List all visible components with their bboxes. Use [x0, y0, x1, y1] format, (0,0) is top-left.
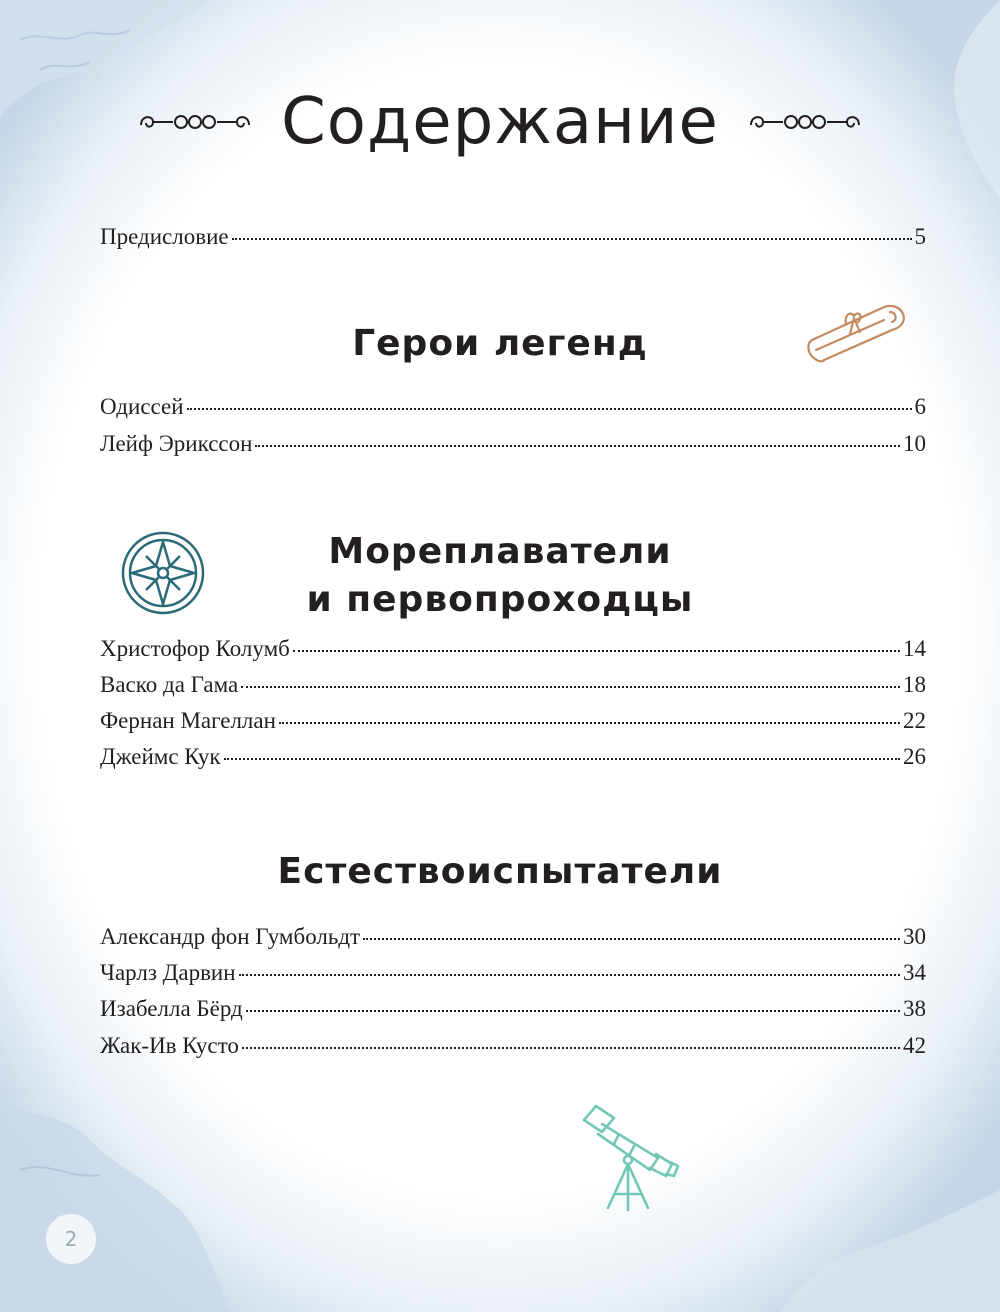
- toc-entry-preface[interactable]: [100, 224, 926, 258]
- toc-entry-page: 30: [903, 924, 926, 949]
- dot-leader: [232, 238, 912, 240]
- toc-entry-page: 14: [903, 636, 926, 661]
- toc-entry-title: Чарлз Дарвин: [100, 960, 236, 985]
- toc-entry-title: Фернан Магеллан: [100, 708, 276, 733]
- toc-entry-page: 26: [903, 744, 926, 769]
- dot-leader: [279, 722, 900, 724]
- header: [0, 72, 1000, 172]
- dot-leader: [224, 758, 900, 760]
- toc-entry[interactable]: [100, 744, 926, 778]
- toc-entry[interactable]: [100, 672, 926, 706]
- dot-leader: [241, 686, 900, 688]
- toc-entry-title: Жак-Ив Кусто: [100, 1033, 239, 1058]
- section-title-line: Герои легенд: [352, 323, 648, 364]
- toc-entry[interactable]: [100, 636, 926, 670]
- section-title-navigators: [0, 528, 1000, 624]
- toc-entry-title: Предисловие: [100, 224, 229, 249]
- map-background-bottom: [0, 1060, 1000, 1312]
- telescope-icon: [578, 1098, 688, 1214]
- toc-entry-page: 22: [903, 708, 926, 733]
- dot-leader: [363, 938, 900, 940]
- toc-entry-page: 5: [914, 224, 926, 249]
- page-number: 2: [46, 1214, 96, 1264]
- toc-entry-title: Александр фон Гумбольдт: [100, 924, 361, 949]
- dot-leader: [242, 1047, 900, 1049]
- toc-entry-title: Христофор Колумб: [100, 636, 290, 661]
- toc-entry-title: Лейф Эриксcон: [100, 431, 253, 456]
- toc-entry-page: 38: [903, 996, 926, 1021]
- section-title-line: и первопроходцы: [306, 579, 694, 620]
- dot-leader: [255, 445, 900, 447]
- toc-entry-page: 6: [914, 394, 926, 419]
- toc-entry-title: Одиссей: [100, 394, 184, 419]
- section-title-line: Мореплаватели: [328, 531, 672, 572]
- toc-entry-page: 10: [903, 431, 926, 456]
- dot-leader: [239, 974, 900, 976]
- toc-entry[interactable]: [100, 924, 926, 958]
- toc-entry-page: 34: [903, 960, 926, 985]
- toc-entry-page: 18: [903, 672, 926, 697]
- section-title-legends: [0, 320, 1000, 368]
- toc-entry[interactable]: [100, 708, 926, 742]
- toc-entry-title: Изабелла Бёрд: [100, 996, 243, 1021]
- section-title-line: Естествоиспытатели: [277, 851, 723, 892]
- toc-entry[interactable]: [100, 960, 926, 994]
- section-title-naturalists: [0, 848, 1000, 896]
- toc-entry[interactable]: [100, 431, 926, 465]
- toc-entry-title: Васко да Гама: [100, 672, 239, 697]
- dot-leader: [293, 650, 900, 652]
- toc-entry[interactable]: [100, 1033, 926, 1067]
- page-title: Содержание: [281, 85, 719, 159]
- flourish-left-icon: [137, 107, 253, 137]
- toc-entry-title: Джеймс Кук: [100, 744, 221, 769]
- flourish-right-icon: [747, 107, 863, 137]
- dot-leader: [246, 1010, 900, 1012]
- dot-leader: [187, 408, 912, 410]
- toc-entry[interactable]: [100, 394, 926, 428]
- toc-entry[interactable]: [100, 996, 926, 1030]
- toc-entry-page: 42: [903, 1033, 926, 1058]
